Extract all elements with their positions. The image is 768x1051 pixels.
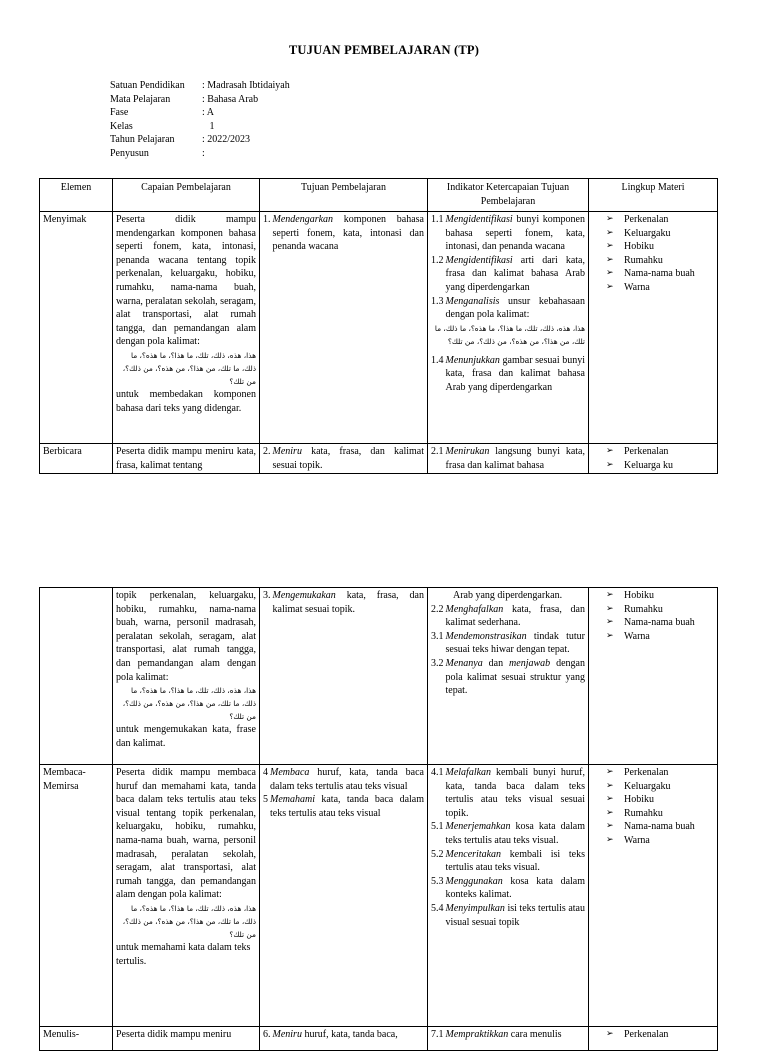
elemen-cell: Membaca-Memirsa <box>40 765 113 1027</box>
item-number: 1.4 <box>431 354 444 366</box>
item-verb: Menerjemahkan <box>445 821 511 833</box>
item-verb: Mendengarkan <box>272 214 334 225</box>
indikator-item <box>431 295 585 322</box>
table-row <box>40 1027 718 1051</box>
arrow-bullet-icon: ➢ <box>606 794 614 805</box>
meta-value: : Madrasah Ibtidaiyah <box>202 80 290 91</box>
lingkup-item <box>592 820 714 834</box>
table-row <box>40 765 718 1027</box>
indikator-item <box>431 848 585 875</box>
meta-label: Tahun Pelajaran <box>110 134 175 146</box>
item-verb: Memahami <box>270 794 315 806</box>
item-text: kata, frasa, dan kalimat sederhana. <box>445 603 585 629</box>
item-text: kembali bunyi huruf, kata, tanda baca dalam teks tertulis atau teks visual sesuai topik. <box>445 767 585 819</box>
item-text: huruf, kata, tanda baca, <box>301 1029 398 1040</box>
lingkup-cell <box>589 1027 718 1051</box>
tujuan-item <box>263 213 424 254</box>
item-verb: Membaca <box>270 767 310 778</box>
lingkup-label: Keluargaku <box>624 227 671 239</box>
item-text: kosa kata dalam konteks kalimat. <box>445 875 585 901</box>
item-text: kata, frasa, dan kalimat sesuai topik. <box>272 446 424 471</box>
meta-value: : 2022/2023 <box>202 134 251 146</box>
header-capaian: Capaian Pembelajaran <box>113 179 260 212</box>
document-meta <box>110 79 290 161</box>
capaian-text: topik perkenalan, keluargaku, hobiku, rumahku, nama-nama buah, warna, personil madrasah, peralatan sekolah, seragam, alat transportasi, alat rumah tangga, dan pemandangan alam dengan pola kalimat: <box>116 590 256 683</box>
indikator-item <box>431 445 585 472</box>
lingkup-item <box>592 227 714 241</box>
item-text: cara menulis <box>508 1029 562 1040</box>
arrow-bullet-icon: ➢ <box>606 227 614 238</box>
arrow-bullet-icon: ➢ <box>606 1029 614 1039</box>
lingkup-label: Warna <box>624 834 650 846</box>
arabic-pattern: هذا، هذه، ذلك، تلك، ما هذا؟، ما هذه؟، ما ذلك، ما تلك، من هذا؟، من هذه؟، من ذلك؟، من تلك؟ <box>434 323 585 346</box>
item-text: kembali isi teks tertulis atau teks visual. <box>445 848 585 874</box>
arrow-bullet-icon: ➢ <box>606 459 614 470</box>
elemen-cell: Menulis- <box>40 1027 113 1051</box>
item-verb: Menyimpulkan <box>445 902 505 914</box>
meta-value: : A <box>202 107 214 119</box>
arrow-bullet-icon: ➢ <box>606 780 614 791</box>
arrow-bullet-icon: ➢ <box>606 603 614 614</box>
item-number: 1.1 <box>431 214 444 225</box>
lingkup-label: Rumahku <box>624 603 663 615</box>
item-text: huruf, kata, tanda baca dalam teks tertulis atau teks visual <box>270 767 424 792</box>
elemen-cell: Menyimak <box>40 212 113 444</box>
arrow-bullet-icon: ➢ <box>606 767 614 777</box>
item-text: isi teks tertulis atau visual sesuai topik <box>445 902 585 928</box>
item-text: langsung bunyi kata, frasa dan kalimat bahasa <box>445 446 585 471</box>
item-verb: Menirukan <box>445 446 490 457</box>
lingkup-cell <box>589 765 718 1027</box>
learning-objectives-table <box>39 178 718 474</box>
item-text: kosa kata dalam teks tertulis atau teks visual. <box>445 821 585 846</box>
lingkup-item <box>592 445 714 459</box>
item-number: 1. <box>263 214 271 225</box>
meta-label: Kelas <box>110 120 133 132</box>
header-tujuan: Tujuan Pembelajaran <box>260 179 428 212</box>
item-verb: Meniru <box>272 1029 302 1040</box>
item-verb: Menceritakan <box>445 848 502 860</box>
lingkup-label: Perkenalan <box>624 446 669 457</box>
item-verb: Menganalisis <box>445 295 500 307</box>
tujuan-cell <box>260 212 428 444</box>
lingkup-label: Nama-nama buah <box>624 821 695 833</box>
lingkup-cell <box>589 588 718 765</box>
page-title: TUJUAN PEMBELAJARAN (TP) <box>288 43 480 57</box>
item-number: 3. <box>263 590 271 601</box>
tujuan-item <box>263 1028 424 1042</box>
item-number: 4 <box>263 767 268 778</box>
lingkup-label: Warna <box>624 281 650 293</box>
indikator-item <box>431 254 585 295</box>
item-number: 5.4 <box>431 902 444 914</box>
lingkup-label: Rumahku <box>624 254 663 266</box>
header-elemen: Elemen <box>40 179 113 212</box>
meta-label: Penyusun <box>110 147 149 159</box>
indikator-item <box>431 875 585 902</box>
meta-row <box>110 147 290 161</box>
capaian-cell <box>113 765 260 1027</box>
meta-label: Satuan Pendidikan <box>110 80 185 91</box>
item-verb: Mengidentifikasi <box>445 254 513 266</box>
elemen-cell: Berbicara <box>40 444 113 474</box>
lingkup-item <box>592 793 714 807</box>
tujuan-cell <box>260 765 428 1027</box>
capaian-cell <box>113 444 260 474</box>
lingkup-cell <box>589 444 718 474</box>
lingkup-label: Hobiku <box>624 794 654 806</box>
item-number: 3.1 <box>431 630 444 642</box>
indikator-item <box>431 657 585 698</box>
indikator-item <box>431 213 585 254</box>
meta-value: 1 <box>202 120 215 132</box>
arrow-bullet-icon: ➢ <box>606 807 614 818</box>
lingkup-label: Warna <box>624 630 650 642</box>
capaian-tail: untuk mengemukakan kata, frase dan kalimat. <box>116 724 256 749</box>
item-text: arti dari kata, frasa dan kalimat bahasa Arab yang diperdengarkan <box>445 254 585 293</box>
capaian-text: Peserta didik mampu mendengarkan komponen bahasa seperti fonem, kata, intonasi, penanda wacana tentang topik perkenalan, keluargaku, hobiku, rumahku, nama-nama buah, warna, peralatan sekolah, seragam, alat transportasi, alat rumah tangga, dan pemandangan alam dengan pola kalimat: <box>116 214 256 348</box>
lingkup-item <box>592 281 714 295</box>
indikator-continued: Arab yang diperdengarkan. <box>453 590 563 601</box>
item-number: 5.2 <box>431 848 444 860</box>
item-number: 5.1 <box>431 821 444 833</box>
meta-value: : Bahasa Arab <box>202 93 259 105</box>
item-text: tindak tutur sesuai teks hiwar dengan tepat. <box>445 630 585 656</box>
lingkup-label: Hobiku <box>624 590 654 601</box>
item-text: gambar sesuai bunyi kata, frasa dan kalimat bahasa Arab yang diperdengarkan <box>445 354 585 393</box>
lingkup-label: Keluarga ku <box>624 459 673 471</box>
lingkup-label: Nama-nama buah <box>624 268 695 280</box>
table-row <box>40 212 718 444</box>
arrow-bullet-icon: ➢ <box>606 590 614 600</box>
lingkup-label: Rumahku <box>624 807 663 819</box>
arrow-bullet-icon: ➢ <box>606 446 614 456</box>
arrow-bullet-icon: ➢ <box>606 834 614 845</box>
arrow-bullet-icon: ➢ <box>606 241 614 252</box>
lingkup-item <box>592 1028 714 1042</box>
tujuan-item <box>263 766 424 793</box>
indikator-item <box>431 630 585 657</box>
item-number: 6. <box>263 1029 271 1040</box>
item-verb: Mengemukakan <box>272 590 336 601</box>
item-number: 5 <box>263 794 268 806</box>
item-text: komponen bahasa seperti fonem, kata, intonasi dan penanda wacana <box>272 214 424 253</box>
capaian-text: Peserta didik mampu meniru <box>116 1029 232 1040</box>
item-number: 4.1 <box>431 767 444 778</box>
capaian-tail: untuk memahami kata dalam teks tertulis. <box>116 941 251 967</box>
capaian-cell <box>113 212 260 444</box>
lingkup-item <box>592 603 714 617</box>
tujuan-item <box>263 589 424 616</box>
lingkup-item <box>592 630 714 644</box>
indikator-item <box>431 1028 585 1042</box>
lingkup-label: Hobiku <box>624 241 654 253</box>
lingkup-label: Perkenalan <box>624 767 669 778</box>
item-number: 7.1 <box>431 1029 444 1040</box>
tujuan-cell <box>260 444 428 474</box>
tujuan-cell <box>260 588 428 765</box>
indikator-item <box>431 603 585 630</box>
item-verb: Meniru <box>272 446 302 457</box>
arrow-bullet-icon: ➢ <box>606 281 614 292</box>
table-row <box>40 444 718 474</box>
arrow-bullet-icon: ➢ <box>606 268 614 279</box>
item-number: 5.3 <box>431 875 444 887</box>
item-verb: Mengidentifikasi <box>445 214 513 225</box>
item-verb: Mendemonstrasikan <box>445 630 527 642</box>
item-verb: Menghafalkan <box>445 603 504 615</box>
capaian-cell <box>113 588 260 765</box>
meta-label: Mata Pelajaran <box>110 93 171 105</box>
lingkup-item <box>592 589 714 603</box>
lingkup-label: Nama-nama buah <box>624 617 695 629</box>
item-number: 1.2 <box>431 254 444 266</box>
arrow-bullet-icon: ➢ <box>606 254 614 265</box>
tujuan-item <box>263 445 424 472</box>
lingkup-item <box>592 616 714 630</box>
tujuan-cell <box>260 1027 428 1051</box>
lingkup-label: Keluargaku <box>624 780 671 792</box>
lingkup-item <box>592 213 714 227</box>
item-text: unsur kebahasaan dengan pola kalimat: <box>445 295 585 321</box>
indikator-cell <box>428 1027 589 1051</box>
indikator-cell <box>428 212 589 444</box>
capaian-tail: untuk membedakan komponen bahasa dari teks yang didengar. <box>116 388 256 414</box>
lingkup-cell <box>589 212 718 444</box>
lingkup-item <box>592 807 714 821</box>
meta-row <box>110 79 290 93</box>
arabic-pattern: هذا، هذه، ذلك، تلك، ما هذا؟، ما هذه؟، ما ذلك، ما تلك، من هذا؟، من هذه؟، من ذلك؟، من تلك؟ <box>122 686 256 722</box>
arrow-bullet-icon: ➢ <box>606 617 614 628</box>
lingkup-item <box>592 254 714 268</box>
header-lingkup: Lingkup Materi <box>589 179 718 212</box>
capaian-cell <box>113 1027 260 1051</box>
meta-row <box>110 93 290 107</box>
indikator-cell <box>428 765 589 1027</box>
lingkup-item <box>592 766 714 780</box>
lingkup-label: Perkenalan <box>624 1029 669 1040</box>
arrow-bullet-icon: ➢ <box>606 214 614 224</box>
meta-row <box>110 120 290 134</box>
indikator-cell <box>428 588 589 765</box>
item-verb: Mempraktikkan <box>445 1029 509 1040</box>
meta-row <box>110 106 290 120</box>
item-number: 2. <box>263 446 271 457</box>
indikator-cell <box>428 444 589 474</box>
meta-value: : <box>202 147 205 159</box>
header-indikator: Indikator Ketercapaian Tujuan Pembelajaran <box>428 179 589 212</box>
item-text: bunyi komponen bahasa seperti fonem, kata, intonasi, dan penanda wacana <box>445 214 585 253</box>
item-verb: Menggunakan <box>445 875 503 887</box>
arrow-bullet-icon: ➢ <box>606 821 614 832</box>
item-number: 2.1 <box>431 446 444 457</box>
tujuan-item <box>263 793 424 820</box>
capaian-text: Peserta didik mampu membaca huruf dan memahami kata, tanda baca dalam teks tertulis atau teks visual tentang topik perkenalan, keluargaku, hobiku, rumahku, nama-nama buah, warna, personil madrasah, peralatan sekolah, seragam, alat transportasi, alat rumah tangga, dan pemandangan alam dengan pola kalimat: <box>116 767 256 901</box>
learning-objectives-table-continued <box>39 587 718 1051</box>
item-text: dengan pola kalimat sesuai struktur yang tepat. <box>445 657 585 697</box>
arabic-pattern: هذا، هذه، ذلك، تلك، ما هذا؟، ما هذه؟، ما ذلك، ما تلك، من هذا؟، من هذه؟، من ذلك؟، من تلك؟ <box>122 903 256 939</box>
item-verb: Menunjukkan <box>445 354 500 366</box>
table-row <box>40 588 718 765</box>
arabic-pattern: هذا، هذه، ذلك، تلك، ما هذا؟، ما هذه؟، ما ذلك، ما تلك، من هذا؟، من هذه؟، من ذلك؟، من تلك؟ <box>122 350 256 386</box>
item-text: kata, tanda baca dalam teks tertulis atau teks visual <box>270 794 424 819</box>
capaian-text: Peserta didik mampu meniru kata, frasa, kalimat tentang <box>116 446 256 471</box>
item-number: 2.2 <box>431 603 444 615</box>
item-number: 3.2 <box>431 657 444 669</box>
item-number: 1.3 <box>431 295 444 307</box>
meta-label: Fase <box>110 107 129 119</box>
item-verb: Menanya <box>445 657 483 669</box>
lingkup-item <box>592 240 714 254</box>
lingkup-item <box>592 780 714 794</box>
lingkup-item <box>592 459 714 473</box>
lingkup-label: Perkenalan <box>624 214 669 225</box>
lingkup-item <box>592 834 714 848</box>
item-verb: menjawab <box>509 657 551 669</box>
indikator-item <box>431 902 585 929</box>
indikator-item <box>431 766 585 820</box>
meta-row <box>110 133 290 147</box>
arrow-bullet-icon: ➢ <box>606 630 614 641</box>
item-verb: Melafalkan <box>445 767 492 778</box>
lingkup-item <box>592 267 714 281</box>
item-text: dan <box>482 657 510 669</box>
indikator-item <box>431 354 585 395</box>
indikator-item <box>431 820 585 847</box>
item-text: kata, frasa, dan kalimat sesuai topik. <box>272 590 424 615</box>
elemen-cell <box>40 588 113 765</box>
